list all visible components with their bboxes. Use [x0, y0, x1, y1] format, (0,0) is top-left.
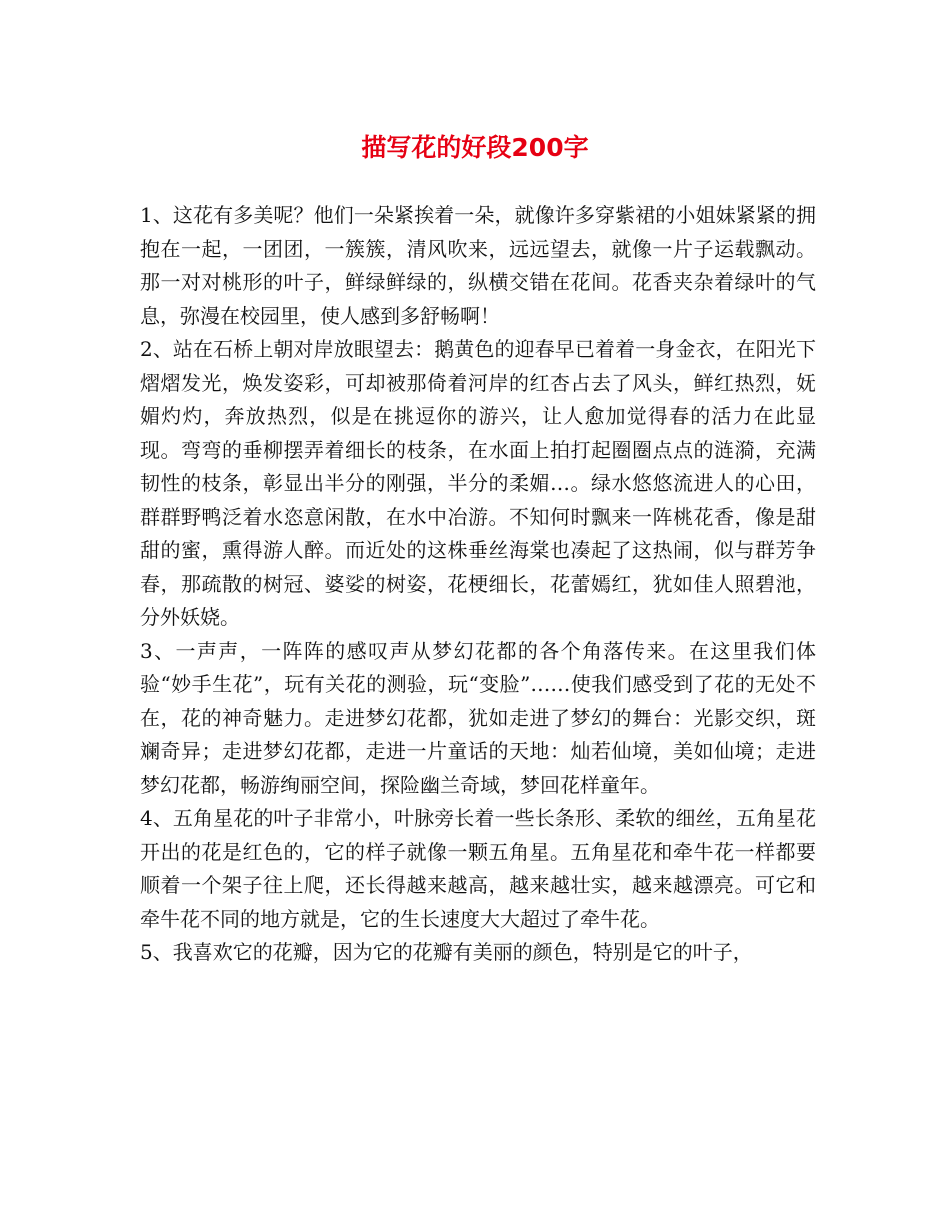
paragraph-4: 4、五角星花的叶子非常小，叶脉旁长着一些长条形、柔软的细丝，五角星花开出的花是红色的，它的样子就像一颗五角星。五角星花和牵牛花一样都要顺着一个架子往上爬，还长得越来越高，越来越壮实，越来越漂亮。可它和牵牛花不同的地方就是，它的生长速度大大超过了牵牛花。 [140, 806, 816, 931]
paragraph-2: 2、站在石桥上朝对岸放眼望去：鹅黄色的迎春早已着着一身金衣，在阳光下熠熠发光，焕发姿彩，可却被那倚着河岸的红杏占去了风头，鲜红热烈，妩媚灼灼，奔放热烈，似是在挑逗你的游兴，让人愈加觉得春的活力在此显现。弯弯的垂柳摆弄着细长的枝条，在水面上拍打起圈圈点点的涟漪，充满韧性的枝条，彰显出半分的刚强，半分的柔媚…。绿水悠悠流进人的心田，群群野鸭泛着水恣意闲散，在水中冶游。不知何时飘来一阵桃花香，像是甜甜的蜜，熏得游人醉。而近处的这株垂丝海棠也凑起了这热闹，似与群芳争春，那疏散的树冠、婆娑的树姿，花梗细长，花蕾嫣红，犹如佳人照碧池，分外妖娆。 [140, 337, 816, 629]
paragraph-5: 5、我喜欢它的花瓣，因为它的花瓣有美丽的颜色，特别是它的叶子， [140, 940, 753, 964]
document-title: 描写花的好段200字 [361, 133, 589, 162]
paragraph-3: 3、一声声，一阵阵的感叹声从梦幻花都的各个角落传来。在这里我们体验“妙手生花”，玩有关花的测验，玩“变脸”……使我们感受到了花的无处不在，花的神奇魅力。走进梦幻花都，犹如走进了梦幻的舞台：光影交织，斑斓奇异；走进梦幻花都，走进一片童话的天地：灿若仙境，美如仙境；走进梦幻花都，畅游绚丽空间，探险幽兰奇域，梦回花样童年。 [140, 638, 816, 797]
document-body [140, 199, 816, 970]
paragraph-1: 1、这花有多美呢？他们一朵紧挨着一朵，就像许多穿紫裙的小姐妹紧紧的拥抱在一起，一团团，一簇簇，清风吹来，远远望去，就像一片子运载飘动。那一对对桃形的叶子，鲜绿鲜绿的，纵横交错在花间。花香夹杂着绿叶的气息，弥漫在校园里，使人感到多舒畅啊！ [140, 203, 816, 328]
